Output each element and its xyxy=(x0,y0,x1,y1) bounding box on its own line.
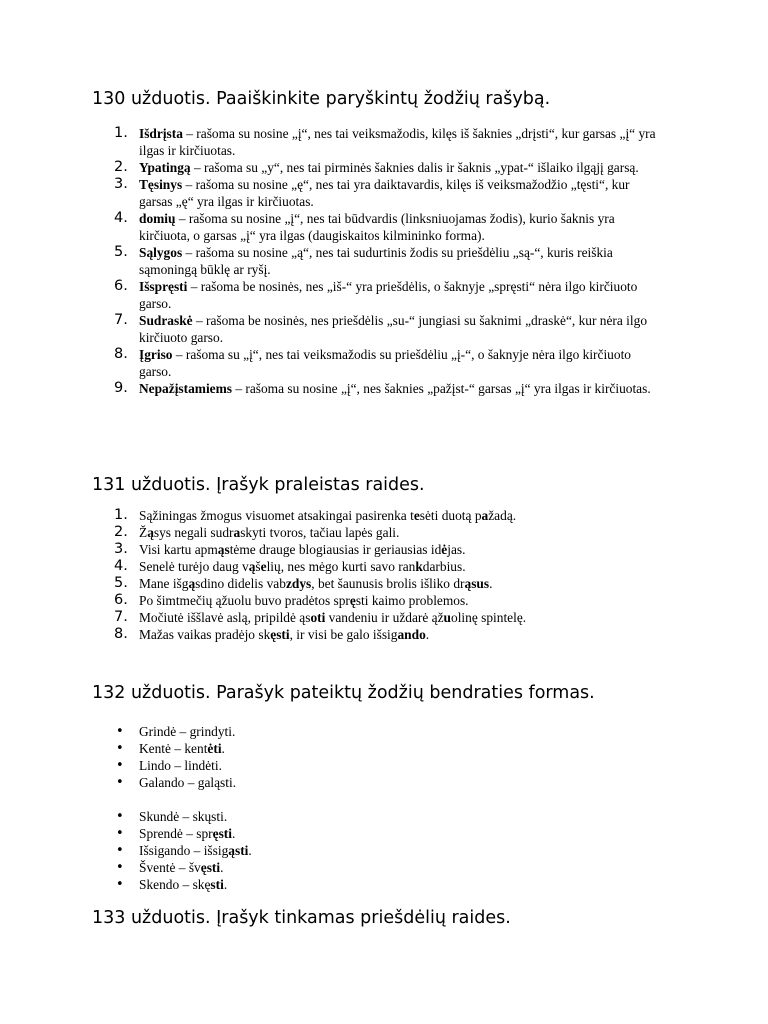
item-number: 4. xyxy=(114,558,128,574)
list-item xyxy=(0,723,669,740)
list-item xyxy=(0,524,669,541)
explanation-text: – rašoma su nosine „į“, nes šaknies „pažįst-“ garsas „į“ yra ilgas ir kirčiuotas. xyxy=(231,381,651,396)
text-fragment: Visi kartu apm xyxy=(139,542,218,557)
bold-letters: a xyxy=(233,525,241,540)
item-number: 5. xyxy=(114,575,128,591)
bold-letters: zdys xyxy=(285,576,312,591)
text-fragment: Grindė – grindyti. xyxy=(139,724,236,739)
section-131-list xyxy=(0,507,669,643)
text-fragment: darbius. xyxy=(422,559,466,574)
list-item xyxy=(0,842,669,859)
text-fragment: sys negali sudr xyxy=(153,525,234,540)
list-item xyxy=(0,210,659,244)
bold-letters: ąsti xyxy=(228,843,249,858)
text-fragment: vandeniu ir uždarė ąž xyxy=(325,610,444,625)
bold-word: Sudraskė xyxy=(139,313,193,328)
text-fragment: Mane išg xyxy=(139,576,189,591)
bold-letters: ąsus xyxy=(464,576,490,591)
list-item xyxy=(0,757,669,774)
bullet-icon: • xyxy=(116,826,124,841)
text-fragment: Kentė – kent xyxy=(139,741,208,756)
item-number: 7. xyxy=(114,312,128,328)
section-132-list-a xyxy=(0,723,669,791)
list-item xyxy=(0,176,659,210)
list-item xyxy=(0,346,659,380)
bold-word: Išspręsti xyxy=(139,279,188,294)
bold-word: Įgriso xyxy=(139,347,173,362)
bold-letters: ą xyxy=(248,559,256,574)
item-number: 5. xyxy=(114,244,128,260)
item-number: 2. xyxy=(114,524,128,540)
text-fragment: Mažas vaikas pradėjo sk xyxy=(139,627,271,642)
bullet-icon: • xyxy=(116,741,124,756)
list-item xyxy=(0,159,659,176)
item-number: 7. xyxy=(114,609,128,625)
section-131-title: 131 užduotis. Įrašyk praleistas raides. xyxy=(92,475,425,495)
text-fragment: Ž xyxy=(139,525,148,540)
bold-word: Nepažįstamiems xyxy=(139,381,232,396)
section-132-title: 132 užduotis. Parašyk pateiktų žodžių bendraties formas. xyxy=(92,683,595,703)
item-number: 2. xyxy=(114,159,128,175)
bold-letters: ą xyxy=(147,525,154,540)
bold-letters: k xyxy=(415,559,423,574)
list-item xyxy=(0,859,669,876)
bold-letters: u xyxy=(443,610,451,625)
item-number: 1. xyxy=(114,125,128,141)
bold-letters: ą xyxy=(188,576,196,591)
text-fragment: . xyxy=(231,826,236,841)
bold-letters: ę xyxy=(349,593,356,608)
text-fragment: olinę spintelę. xyxy=(451,610,527,625)
bullet-icon: • xyxy=(116,877,124,892)
text-fragment: Galando – galąsti. xyxy=(139,775,237,790)
text-fragment: Močiutė iššlavė aslą, pripildė ąs xyxy=(139,610,311,625)
bold-word: Tęsinys xyxy=(139,177,183,192)
bold-letters: ąs xyxy=(217,542,230,557)
text-fragment: sti kaimo problemos. xyxy=(355,593,469,608)
bold-letters: sti xyxy=(210,877,224,892)
text-fragment: , ir visi be galo išsig xyxy=(289,627,398,642)
list-item xyxy=(0,244,659,278)
bold-word: Išdrįsta xyxy=(139,126,183,141)
list-item xyxy=(0,278,659,312)
list-item xyxy=(0,541,669,558)
bold-word: Sąlygos xyxy=(139,245,183,260)
explanation-text: – rašoma be nosinės, nes „iš-“ yra priešdėlis, o šaknyje „spręsti“ nėra ilgo kirčiuoto garso. xyxy=(139,279,638,311)
bold-letters: ęsti xyxy=(200,860,221,875)
text-fragment: tėme drauge blogiausias ir geriausias id xyxy=(229,542,442,557)
list-item xyxy=(0,609,669,626)
bullet-icon: • xyxy=(116,724,124,739)
list-item xyxy=(0,825,669,842)
text-fragment: Lindo – lindėti. xyxy=(139,758,222,773)
item-number: 6. xyxy=(114,592,128,608)
text-fragment: skyti tvoros, tačiau lapės gali. xyxy=(240,525,400,540)
item-number: 9. xyxy=(114,380,128,396)
item-number: 3. xyxy=(114,541,128,557)
section-130-title: 130 užduotis. Paaiškinkite paryškintų žodžių rašybą. xyxy=(92,89,551,109)
item-number: 3. xyxy=(114,176,128,192)
list-item xyxy=(0,774,669,791)
text-fragment: , bet šaunusis brolis išliko dr xyxy=(311,576,465,591)
section-130-list xyxy=(0,125,659,397)
text-fragment: Išsigando – išsig xyxy=(139,843,229,858)
text-fragment: lių, nes mėgo kurti savo ran xyxy=(266,559,416,574)
list-item xyxy=(0,380,659,397)
text-fragment: . xyxy=(223,877,228,892)
bold-letters: ė xyxy=(441,542,448,557)
text-fragment: Skendo – skę xyxy=(139,877,211,892)
explanation-text: – rašoma be nosinės, nes priešdėlis „su-“ jungiasi su šaknimi „draskė“, kur nėra ilgo kirčiuoto garso. xyxy=(139,313,648,345)
bold-letters: ando xyxy=(397,627,426,642)
text-fragment: sėti duotą p xyxy=(419,508,482,523)
section-133-title: 133 užduotis. Įrašyk tinkamas priešdėlių raides. xyxy=(92,908,511,928)
text-fragment: š xyxy=(255,559,261,574)
item-number: 6. xyxy=(114,278,128,294)
item-number: 1. xyxy=(114,507,128,523)
text-fragment: sdino didelis vab xyxy=(195,576,286,591)
explanation-text: – rašoma su nosine „į“, nes tai būdvardis (linksniuojamas žodis), kurio šaknis yra kirčiuota, o garsas „į“ yra ilgas (daugiskaitos kilmininko forma). xyxy=(139,211,615,243)
list-item xyxy=(0,312,659,346)
text-fragment: Sprendė – spr xyxy=(139,826,213,841)
list-item xyxy=(0,876,669,893)
item-number: 4. xyxy=(114,210,128,226)
list-item xyxy=(0,125,659,159)
bullet-icon: • xyxy=(116,758,124,773)
text-fragment: . xyxy=(425,627,430,642)
section-132-list-b xyxy=(0,808,669,893)
explanation-text: – rašoma su nosine „ę“, nes tai yra daiktavardis, kilęs iš veiksmažodžio „tęsti“, kur garsas „ę“ yra ilgas ir kirčiuotas. xyxy=(139,177,630,209)
item-number: 8. xyxy=(114,626,128,642)
text-fragment: Šventė – šv xyxy=(139,860,201,875)
bold-letters: e xyxy=(413,508,420,523)
list-item xyxy=(0,575,669,592)
text-fragment: . xyxy=(489,576,493,591)
list-item xyxy=(0,808,669,825)
list-item xyxy=(0,626,669,643)
text-fragment: . xyxy=(221,741,225,756)
bold-letters: ėti xyxy=(207,741,222,756)
bold-letters: a xyxy=(481,508,489,523)
explanation-text: – rašoma su nosine „ą“, nes tai sudurtinis žodis su priešdėliu „są-“, kuris reiškia sąmoningą būklę ar ryšį. xyxy=(139,245,613,277)
bold-letters: oti xyxy=(310,610,326,625)
explanation-text: – rašoma su „į“, nes tai veiksmažodis su priešdėliu „į-“, o šaknyje nėra ilgo kirčiuoto garso. xyxy=(139,347,631,379)
bold-letters: ęsti xyxy=(212,826,232,841)
text-fragment: Sąžiningas žmogus visuomet atsakingai pasirenka t xyxy=(139,508,414,523)
list-item xyxy=(0,740,669,757)
text-fragment: Po šimtmečių ąžuolu buvo pradėtos spr xyxy=(139,593,350,608)
item-number: 8. xyxy=(114,346,128,362)
text-fragment: jas. xyxy=(447,542,466,557)
explanation-text: – rašoma su nosine „į“, nes tai veiksmažodis, kilęs iš šaknies „drįsti“, kur garsas „į“ yra ilgas ir kirčiuotas. xyxy=(139,126,656,158)
explanation-text: – rašoma su „y“, nes tai pirminės šaknies dalis ir šaknis „ypat-“ išlaiko ilgąjį garsą. xyxy=(190,160,639,175)
text-fragment: . xyxy=(248,843,252,858)
text-fragment: Senelė turėjo daug v xyxy=(139,559,249,574)
text-fragment: Skundė – skųsti. xyxy=(139,809,228,824)
list-item xyxy=(0,558,669,575)
bullet-icon: • xyxy=(116,809,124,824)
bold-word: domių xyxy=(139,211,176,226)
bold-word: Ypatingą xyxy=(139,160,191,175)
bullet-icon: • xyxy=(116,860,124,875)
bullet-icon: • xyxy=(116,843,124,858)
list-item xyxy=(0,507,669,524)
text-fragment: . xyxy=(220,860,224,875)
text-fragment: žadą. xyxy=(488,508,517,523)
list-item xyxy=(0,592,669,609)
bullet-icon: • xyxy=(116,775,124,790)
bold-letters: ęsti xyxy=(270,627,290,642)
bold-letters: e xyxy=(260,559,267,574)
